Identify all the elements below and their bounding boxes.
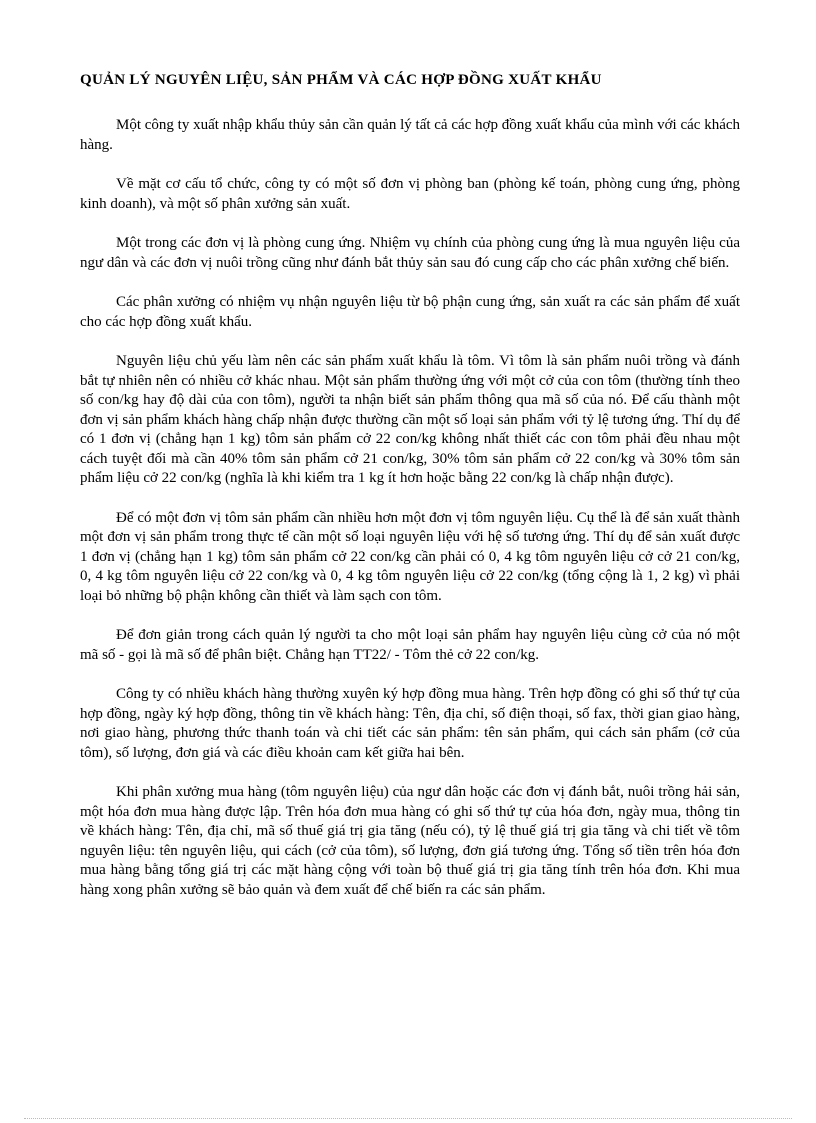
paragraph: Các phân xưởng có nhiệm vụ nhận nguyên liệu từ bộ phận cung ứng, sản xuất ra các sản phẩm để xuất cho các hợp đồng xuất khẩu. xyxy=(80,294,740,330)
paragraph: Một công ty xuất nhập khẩu thủy sản cần quản lý tất cả các hợp đồng xuất khẩu của mình với các khách hàng. xyxy=(80,117,741,153)
page-bottom-divider xyxy=(24,1118,792,1119)
paragraph: Để đơn giản trong cách quản lý người ta cho một loại sản phẩm hay nguyên liệu cùng cở của nó một mã số - gọi là mã số để phân biệt. Chẳng hạn TT22/ - Tôm thẻ cở 22 con/kg. xyxy=(80,627,740,663)
document-title: QUẢN LÝ NGUYÊN LIỆU, SẢN PHẨM VÀ CÁC HỢP ĐỒNG XUẤT KHẨU xyxy=(80,72,602,88)
paragraph: Để có một đơn vị tôm sản phẩm cần nhiều hơn một đơn vị tôm nguyên liệu. Cụ thể là để sản xuất thành một đơn vị sản phẩm trong thực tế cần một số loại nguyên liệu với hệ số tương ứng. Thí dụ để sản xuất được 1 đơn vị (chẳng hạn 1 kg) tôm sản phẩm cở 22 con/kg cần phải có 0, 4 kg tôm nguyên liệu cở cở 21 con/kg, 0, 4 kg tôm nguyên liệu cở 22 con/kg và 0, 4 kg tôm nguyên liệu cở 22 con/kg (tổng cộng là 1, 2 kg) vì phải loại bỏ những bộ phận không cần thiết và làm sạch con tôm. xyxy=(80,509,740,604)
paragraph: Một trong các đơn vị là phòng cung ứng. Nhiệm vụ chính của phòng cung ứng là mua nguyên liệu của ngư dân và các đơn vị nuôi trồng cũng như đánh bắt thủy sản sau đó cung cấp cho các phân xưởng chế biến. xyxy=(80,235,740,271)
paragraph: Công ty có nhiều khách hàng thường xuyên ký hợp đồng mua hàng. Trên hợp đồng có ghi số thứ tự của hợp đồng, ngày ký hợp đồng, thông tin về khách hàng: Tên, địa chỉ, số điện thoại, số fax, thời gian giao hàng, nơi giao hàng, phương thức thanh toán và chi tiết các sản phẩm: tên sản phẩm, qui cách sản phẩm (cở của tôm), số lượng, đơn giá và các điều khoản cam kết giữa hai bên. xyxy=(80,686,740,761)
paragraph: Khi phân xưởng mua hàng (tôm nguyên liệu) của ngư dân hoặc các đơn vị đánh bắt, nuôi trồng hải sản, một hóa đơn mua hàng được lập. Trên hóa đơn mua hàng có ghi số thứ tự của hóa đơn, ngày mua, thông tin về khách hàng: Tên, địa chỉ, mã số thuế giá trị gia tăng (nếu có), tỷ lệ thuế giá trị gia tăng và chi tiết về tôm nguyên liệu: tên nguyên liệu, qui cách (cở của tôm), số lượng, đơn giá tương ứng. Tổng số tiền trên hóa đơn mua hàng bằng tổng giá trị các mặt hàng cộng với toàn bộ thuế giá trị gia tăng tính trên hóa đơn. Khi mua hàng xong phân xưởng sẽ bảo quản và đem xuất để chế biến ra các sản phẩm. xyxy=(80,784,740,898)
paragraph: Về mặt cơ cấu tổ chức, công ty có một số đơn vị phòng ban (phòng kế toán, phòng cung ứng, phòng kinh doanh), và một số phân xưởng sản xuất. xyxy=(80,176,740,212)
document-body xyxy=(80,116,740,920)
paragraph: Nguyên liệu chủ yếu làm nên các sản phẩm xuất khẩu là tôm. Vì tôm là sản phẩm nuôi trồng và đánh bắt tự nhiên nên có nhiều cở khác nhau. Một sản phẩm thường ứng với một cở của con tôm (thường tính theo số con/kg hay độ dài của con tôm), người ta nhận biết sản phẩm thông qua mã số của nó. Để cấu thành một đơn vị sản phẩm khách hàng chấp nhận được thường cần một số loại sản phẩm với tỷ lệ tương ứng. Thí dụ để có 1 đơn vị (chẳng hạn 1 kg) tôm sản phẩm cở 22 con/kg không nhất thiết các con tôm phải đều nhau một cách tuyệt đối mà cần 40% tôm sản phẩm cở 21 con/kg, 30% tôm sản phẩm cở 22 con/kg và 30% tôm sản phẩm liệu cở 22 con/kg (nghĩa là khi kiểm tra 1 kg ít hơn hoặc bằng 22 con/kg là chấp nhận được). xyxy=(80,353,740,486)
